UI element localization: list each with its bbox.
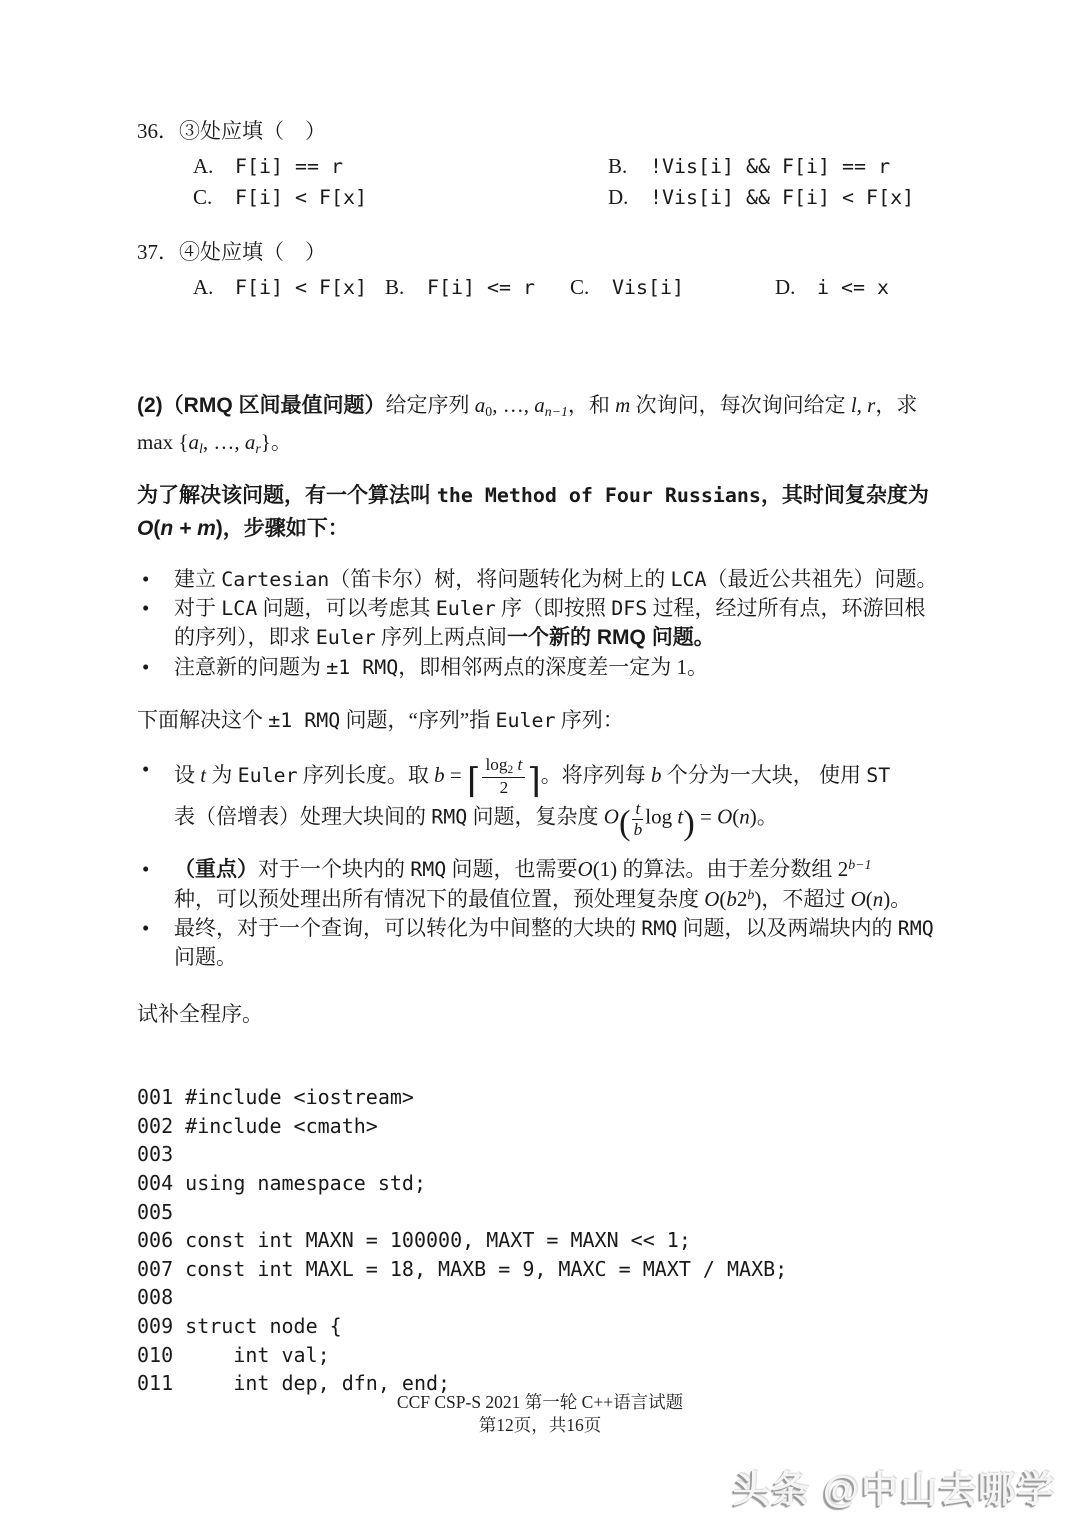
text-run: O xyxy=(137,516,154,540)
text-run: O xyxy=(717,804,733,829)
text-run: 对于 xyxy=(174,596,222,621)
text-run: 0 xyxy=(485,403,493,419)
text-run: l, r xyxy=(850,393,876,417)
option-label: C. xyxy=(570,275,590,299)
solution-steps-list xyxy=(137,755,962,972)
text-run: ⌈ xyxy=(466,762,481,801)
text-run: RMQ xyxy=(410,856,447,881)
text-run: RMQ xyxy=(897,915,934,940)
text-run: RMQ xyxy=(641,915,678,940)
option-label: C. xyxy=(193,185,213,209)
text-run: （重点） xyxy=(174,857,258,881)
text-run: 试补全程序。 xyxy=(137,1001,263,1026)
code-line: 010 int val; xyxy=(137,1342,330,1367)
text-run: log xyxy=(485,755,508,774)
option-label: D. xyxy=(775,275,796,299)
text-run: b−1 xyxy=(848,857,872,872)
text-run: 序列： xyxy=(555,708,624,733)
bullet-item-lca xyxy=(137,594,962,653)
text-run: 。将序列每 xyxy=(540,763,652,788)
text-run: 2 xyxy=(499,777,509,797)
bullet-icon: • xyxy=(142,757,150,781)
text-run: 注意新的问题为 xyxy=(174,655,327,680)
text-run: a xyxy=(188,430,199,455)
text-run: r xyxy=(255,440,261,456)
text-run: 表（倍增表）处理大块间的 xyxy=(174,804,432,829)
text-run: n xyxy=(739,804,750,829)
text-run: DFS xyxy=(611,596,648,621)
page-footer xyxy=(0,1391,1080,1437)
watermark: 头条 @中山去哪学 xyxy=(732,1469,1056,1510)
text-run: 设 xyxy=(174,763,201,788)
bullet-item-st-table xyxy=(137,755,962,841)
text-run: t xyxy=(513,755,523,774)
bullet-icon: • xyxy=(142,655,150,680)
bullet-icon: • xyxy=(142,856,150,881)
text-run: ⌉ xyxy=(527,762,541,801)
text-run: LCA xyxy=(221,596,258,621)
text-run: 一个新的 RMQ 问题。 xyxy=(507,626,715,650)
text-run: Euler xyxy=(435,596,496,621)
option-d xyxy=(775,272,889,303)
code-line: 009 struct node { xyxy=(137,1313,342,1338)
text-run: )。 xyxy=(749,804,778,829)
complete-program-paragraph xyxy=(137,1000,962,1029)
bullet-icon: • xyxy=(142,567,150,592)
text-run: }。 xyxy=(260,430,292,455)
bullet-text xyxy=(174,755,962,841)
text-run: 问题，可以考虑其 xyxy=(257,596,436,621)
text-run: （最近公共祖先）问题。 xyxy=(706,567,938,592)
text-run: ST xyxy=(866,763,891,788)
text-run: n−1 xyxy=(544,403,568,419)
question-37-heading: 37．④处应填（ ） xyxy=(137,240,326,264)
text-run: 序列上两点间 xyxy=(375,625,508,650)
text-run: b xyxy=(434,763,445,788)
code-line: 005 xyxy=(137,1199,174,1224)
text-run: ) xyxy=(683,804,695,843)
text-run: ，求 xyxy=(875,393,918,417)
text-run: 个分为一大块， 使用 xyxy=(661,763,867,788)
option-b xyxy=(385,272,570,303)
text-run: 种，可以预处理出所有情况下的最值位置，预处理复杂度 xyxy=(174,886,705,911)
text-run: ，步骤如下： xyxy=(222,516,349,540)
text-run: 下面解决这个 xyxy=(137,708,269,733)
text-run: O xyxy=(577,856,593,881)
bullet-text xyxy=(174,855,962,914)
text-run: )。 xyxy=(883,886,912,911)
code-line: 011 int dep, dfn, end; xyxy=(137,1371,451,1396)
text-run: = xyxy=(694,804,718,829)
text-run: O xyxy=(704,886,720,911)
text-run: Euler xyxy=(315,625,376,650)
text-run: 问题。 xyxy=(174,944,237,969)
code-line: 004 using namespace std; xyxy=(137,1170,426,1195)
text-run: ，即相邻两点的深度差一定为 1。 xyxy=(398,655,709,680)
text-run: 建立 xyxy=(174,567,222,592)
text-run: n + m xyxy=(160,516,216,540)
text-run: 为 xyxy=(206,763,238,788)
text-run: , …, xyxy=(492,393,535,417)
option-text: F[i] <= r xyxy=(427,275,536,299)
text-run: 的算法。由于差分数组 xyxy=(617,856,838,881)
text-run: ( xyxy=(732,804,740,829)
text-run: 2 xyxy=(507,764,514,777)
text-run: a xyxy=(474,393,486,417)
text-run: O xyxy=(850,886,866,911)
text-run: n xyxy=(872,886,884,911)
text-run: b xyxy=(726,886,737,911)
text-run: log xyxy=(645,804,678,829)
option-label: A. xyxy=(193,275,214,299)
text-run: LCA xyxy=(670,567,707,592)
text-run: b xyxy=(633,819,643,839)
text-run: 问题，复杂度 xyxy=(467,804,604,829)
text-run: Euler xyxy=(237,763,298,788)
code-listing xyxy=(137,1083,962,1398)
bullet-item-pm1 xyxy=(137,653,962,682)
text-run: ( xyxy=(719,886,727,911)
four-russians-paragraph xyxy=(137,479,962,545)
text-run: m xyxy=(615,393,631,417)
method-steps-list xyxy=(137,565,962,682)
question-36-heading: 36．③处应填（ ） xyxy=(137,119,326,143)
text-run: ，不超过 xyxy=(761,886,851,911)
rmq-problem-paragraph xyxy=(137,387,962,461)
option-c xyxy=(193,182,608,213)
option-text: !Vis[i] && F[i] == r xyxy=(650,154,891,178)
option-label: B. xyxy=(608,154,628,178)
text-run: 序（即按照 xyxy=(495,596,612,621)
code-line: 001 #include <iostream> xyxy=(137,1085,414,1110)
text-run: ( xyxy=(865,886,873,911)
option-text: F[i] < F[x] xyxy=(235,185,368,209)
text-run: 问题，也需要 xyxy=(446,856,578,881)
text-run: 次询问，每次询问给定 xyxy=(630,393,851,417)
text-run: RMQ xyxy=(431,804,468,829)
text-run: b xyxy=(651,763,662,788)
bullet-item-cartesian xyxy=(137,565,962,594)
bullet-text xyxy=(174,594,962,653)
text-run: 2 xyxy=(736,886,748,911)
bullet-item-final xyxy=(137,914,962,972)
text-run: ，和 xyxy=(567,393,616,417)
text-run: ( xyxy=(618,804,631,843)
option-label: B. xyxy=(385,275,405,299)
option-text: i <= x xyxy=(817,275,890,299)
bullet-icon: • xyxy=(142,915,150,940)
text-run: 为了解决该问题，有一个算法叫 xyxy=(137,483,437,507)
code-line: 008 xyxy=(137,1285,174,1310)
text-run: , …, xyxy=(202,430,245,455)
text-run: 的序列），即求 xyxy=(174,625,316,650)
option-label: A. xyxy=(193,154,214,178)
text-run: max { xyxy=(137,430,189,455)
text-run: O xyxy=(603,804,619,829)
text-run: Euler xyxy=(495,708,556,733)
text-run: ±1 RMQ xyxy=(268,708,341,733)
text-run: the Method of Four Russians xyxy=(436,482,761,507)
option-text: F[i] == r xyxy=(235,154,344,178)
math-fraction xyxy=(482,755,525,797)
math-fraction xyxy=(632,799,643,839)
text-run: 2 xyxy=(837,856,849,881)
bullet-text xyxy=(174,914,962,972)
text-run: a xyxy=(534,393,545,417)
question-36-options xyxy=(137,151,962,213)
text-run: (2)（RMQ 区间最值问题） xyxy=(137,394,386,417)
text-run: Cartesian xyxy=(221,567,330,592)
text-run: 问题，“序列”指 xyxy=(340,708,496,733)
bullet-icon: • xyxy=(142,596,150,621)
text-run: 给定序列 xyxy=(385,393,475,417)
text-run: b xyxy=(747,886,755,902)
code-line: 002 #include <cmath> xyxy=(137,1113,378,1138)
text-run: t xyxy=(635,799,641,819)
text-run: ，其时间复杂度为 xyxy=(760,483,929,507)
text-run: 序列长度。取 xyxy=(297,763,435,788)
option-c xyxy=(570,272,775,303)
text-run: = xyxy=(444,763,467,788)
text-run: ) xyxy=(215,516,223,540)
option-a xyxy=(193,272,385,303)
bullet-item-key-point xyxy=(137,855,962,914)
code-line: 007 const int MAXL = 18, MAXB = 9, MAXC = MAXT / MAXB; xyxy=(137,1256,788,1281)
option-text: !Vis[i] && F[i] < F[x] xyxy=(650,185,915,209)
bullet-text xyxy=(174,653,962,682)
text-run: 过程，经过所有点，环游回根 xyxy=(647,596,926,621)
solve-pm1-paragraph xyxy=(137,706,962,735)
footer-title: CCF CSP-S 2021 第一轮 C++语言试题 xyxy=(396,1392,684,1412)
option-d xyxy=(608,182,962,213)
code-line: 003 xyxy=(137,1142,174,1167)
text-run: （笛卡尔）树，将问题转化为树上的 xyxy=(329,567,671,592)
text-run: t xyxy=(200,763,207,788)
text-run: ) xyxy=(754,886,762,911)
code-line: 006 const int MAXN = 100000, MAXT = MAXN << 1; xyxy=(137,1228,691,1253)
question-37-options xyxy=(137,272,962,303)
text-run: ±1 RMQ xyxy=(326,655,399,680)
text-run: 最终，对于一个查询，可以转化为中间整的大块的 xyxy=(174,915,642,940)
text-run: t xyxy=(677,804,684,829)
option-text: Vis[i] xyxy=(612,275,685,299)
option-b xyxy=(608,151,962,182)
text-run: (1) xyxy=(592,856,618,881)
text-run: 问题，以及两端块内的 xyxy=(677,915,898,940)
text-run: a xyxy=(244,430,256,455)
text-run: 对于一个块内的 xyxy=(258,856,411,881)
bullet-text xyxy=(174,565,962,594)
option-text: F[i] < F[x] xyxy=(235,275,368,299)
footer-page-number: 第12页，共16页 xyxy=(478,1415,602,1435)
text-run: ( xyxy=(153,516,161,540)
option-a xyxy=(193,151,608,182)
option-label: D. xyxy=(608,185,629,209)
text-run: l xyxy=(199,440,203,456)
